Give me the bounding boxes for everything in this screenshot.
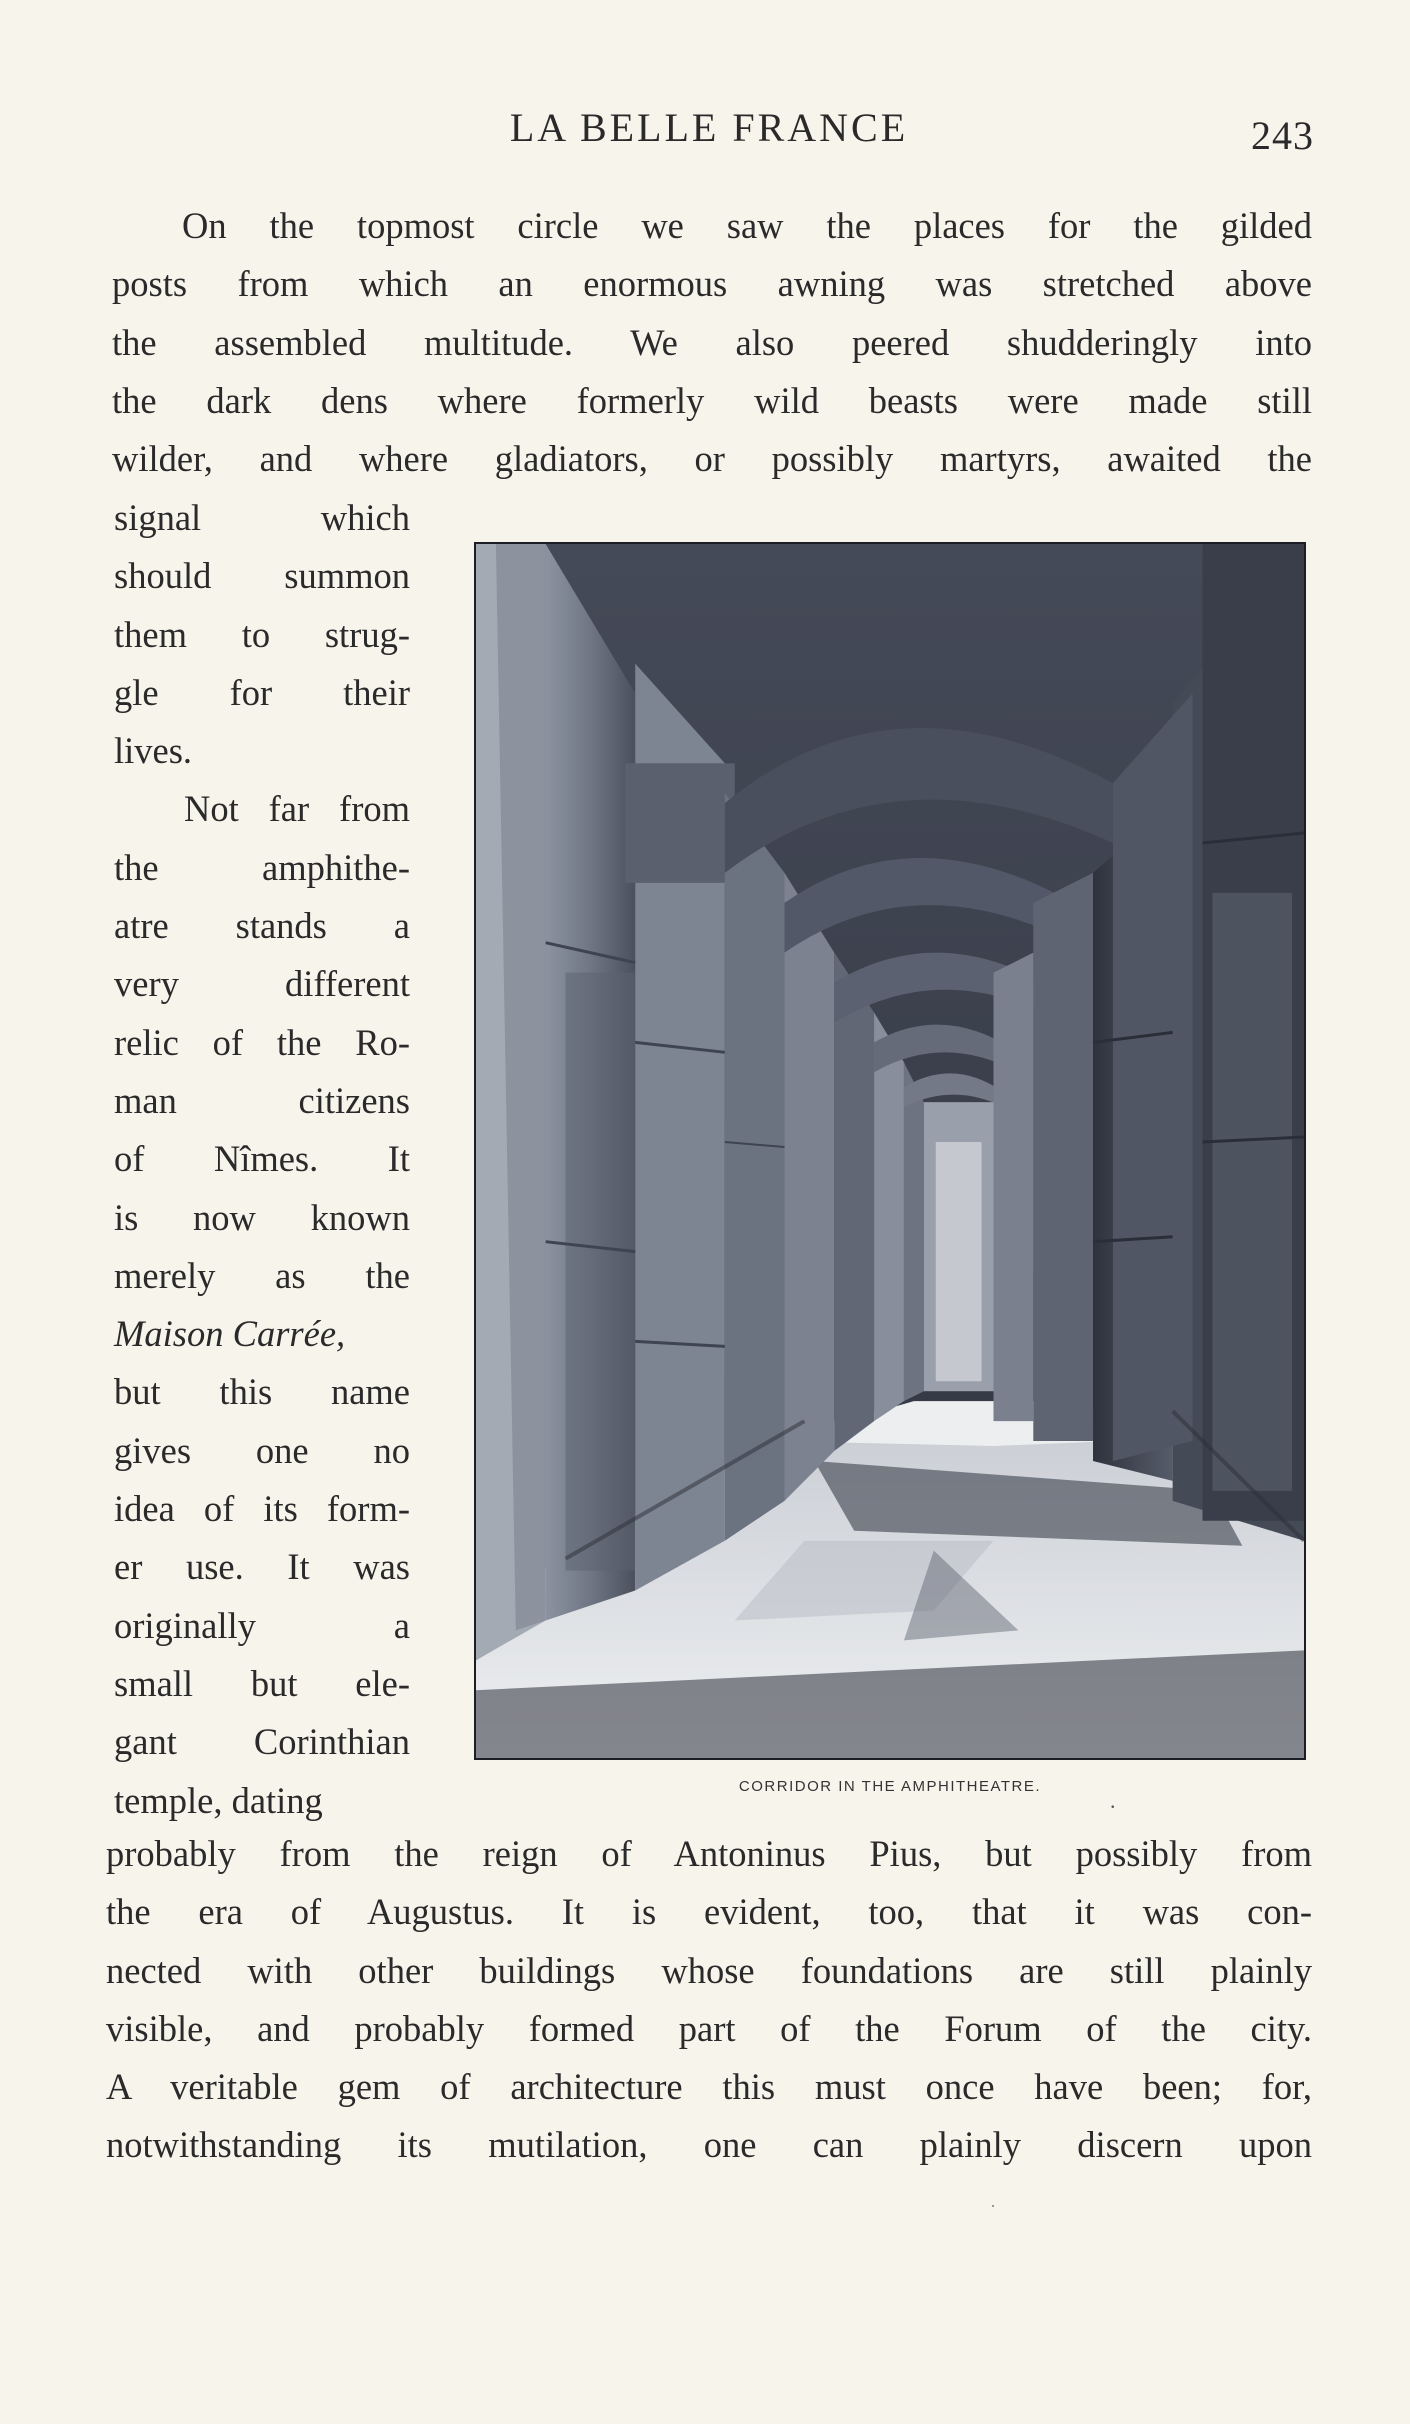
page-number: 243 [1251, 113, 1314, 158]
text-line: of Nîmes. It [114, 1138, 410, 1180]
text-line: On the topmost circle we saw the places for the gilded [182, 205, 1312, 246]
text-line: gant Corinthian [114, 1721, 410, 1763]
text-line: er use. It was [114, 1546, 410, 1588]
paper-speck: · [990, 2196, 996, 2216]
text-line: probably from the reign of Antoninus Pius, but possibly from [106, 1833, 1312, 1874]
text-line: the era of Augustus. It is evident, too, that it was con- [106, 1891, 1312, 1933]
text-line: very different [114, 963, 410, 1005]
text-line: lives. [114, 730, 193, 772]
text-line: Not far from [184, 788, 410, 830]
text-line: originally a [114, 1604, 410, 1646]
text-line: the assembled multitude. We also peered shudderingly into [112, 321, 1312, 363]
paragraph-bottom [106, 1825, 1312, 2175]
figure-caption: CORRIDOR IN THE AMPHITHEATRE. [738, 1778, 1042, 1795]
text-line: the amphithe- [114, 846, 410, 888]
text-column-left [114, 489, 410, 1830]
text-line: gives one no [114, 1429, 410, 1471]
running-title: LA BELLE FRANCE [509, 105, 909, 150]
text-line: should summon [114, 555, 410, 597]
text-line: atre stands a [114, 905, 410, 947]
text-line: nected with other buildings whose foundations are still plainly [106, 1949, 1312, 1991]
text-line: them to strug- [114, 613, 410, 655]
text-line: notwithstanding its mutilation, one can plainly discern upon [106, 2124, 1312, 2166]
text-line: man citizens [114, 1079, 410, 1121]
stray-mark: . [1110, 1788, 1116, 1813]
corridor-illustration [474, 542, 1306, 1760]
text-line: the dark dens where formerly wild beasts were made still [112, 379, 1312, 421]
text-line: merely as the [114, 1254, 410, 1296]
text-line: gle for their [114, 671, 410, 713]
running-head [104, 104, 1314, 160]
text-line: but this name [114, 1371, 410, 1413]
text-line: is now known [114, 1196, 410, 1238]
text-line: visible, and probably formed part of the Forum of the city. [106, 2007, 1312, 2049]
text-line: posts from which an enormous awning was stretched above [112, 263, 1312, 305]
text-line: idea of its form- [114, 1488, 410, 1530]
paragraph-top [112, 197, 1312, 488]
corridor-photo-image [476, 544, 1304, 1758]
text-line: small but ele- [114, 1662, 410, 1704]
text-line: wilder, and where gladiators, or possibly martyrs, awaited the [112, 438, 1312, 480]
text-line: signal which [114, 497, 410, 538]
text-line: temple, dating [114, 1779, 323, 1821]
text-line: A veritable gem of architecture this must once have been; for, [106, 2066, 1312, 2108]
text-line: relic of the Ro- [114, 1021, 410, 1063]
text-line-italic: Maison Carrée, [114, 1313, 346, 1355]
